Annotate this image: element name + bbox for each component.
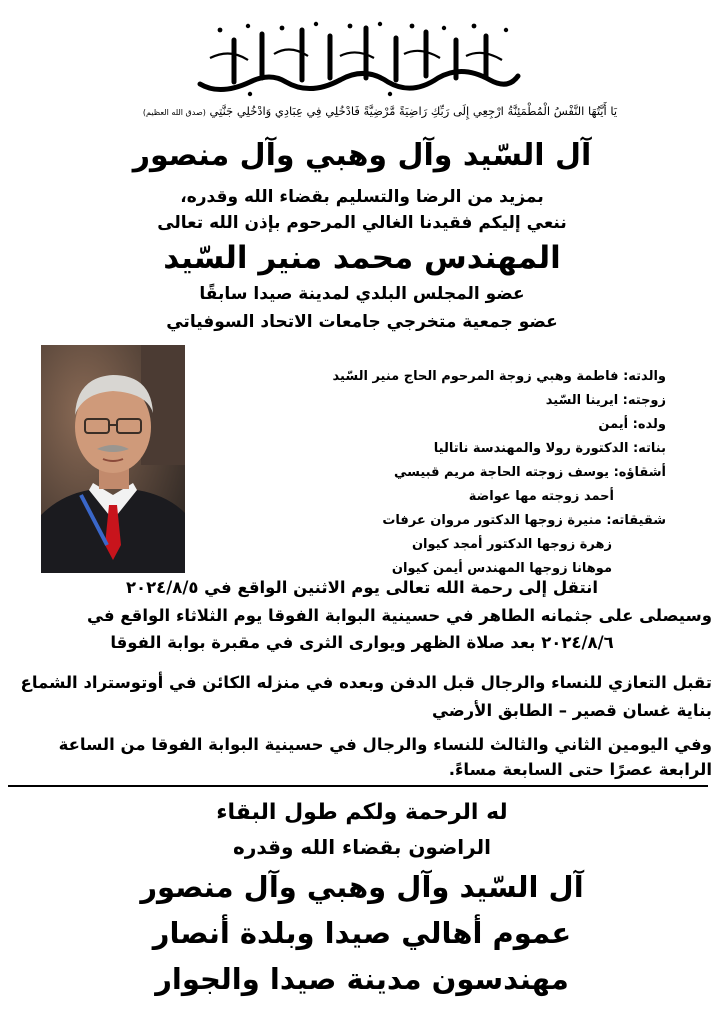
intro-line-2: ننعي إليكم فقيدنا الغالي المرحوم بإذن الله تعالى	[157, 213, 567, 233]
closing-condolence: له الرحمة ولكم طول البقاء	[216, 800, 508, 825]
announcement-line-7: الرابعة عصرًا حتى السابعة مساءً.	[448, 760, 712, 779]
relative-wife: زوجته: ايرينا السّيد	[545, 393, 666, 408]
announcement-line-5: بناية غسان قصير – الطابق الأرضي	[432, 701, 712, 720]
announcement-line-2: وسيصلى على جثمانه الطاهر في حسينية البوابة الفوقا يوم الثلاثاء الواقع في	[87, 606, 712, 625]
announcement-line-6: وفي اليومين الثاني والثالث للنساء والرجال في حسينية البوابة الفوقا من الساعة	[58, 735, 712, 754]
role-municipal: عضو المجلس البلدي لمدينة صيدا سابقًا	[199, 284, 525, 304]
closing-residents: عموم أهالي صيدا وبلدة أنصار	[152, 916, 572, 950]
role-association: عضو جمعية متخرجي جامعات الاتحاد السوفياتي	[166, 312, 558, 332]
deceased-name: المهندس محمد منير السّيد	[163, 240, 561, 276]
closing-families: آل السّيد وآل وهبي وآل منصور	[140, 870, 584, 904]
quran-verse	[60, 104, 700, 118]
family-title: آل السّيد وآل وهبي وآل منصور	[132, 138, 592, 173]
announcement-line-3: ٢٠٢٤/٨/٦ بعد صلاة الظهر ويوارى الثرى في مقبرة بوابة الفوقا	[110, 633, 614, 652]
relative-sister-1: شقيقاته: منيرة زوجها الدكتور مروان عرفات	[382, 513, 666, 528]
relative-sister-3: موهانا زوجها المهندس أيمن كيوان	[391, 561, 612, 576]
closing-engineers: مهندسون مدينة صيدا والجوار	[155, 962, 569, 996]
deceased-photo	[41, 345, 185, 573]
divider	[8, 785, 708, 787]
relative-son: ولده: أيمن	[598, 417, 666, 432]
verse-text: يَا أَيَّتُهَا النَّفْسُ الْمُطْمَئِنَّةُ ارْجِعِي إِلَى رَبِّكِ رَاضِيَةً مَّرْضِيَّةً فَادْخُلِي فِي عِبَادِي وَادْخُلِي جَنَّتِي	[209, 104, 618, 118]
calligraphy-header	[190, 18, 525, 100]
relative-daughters: بناته: الدكتورة رولا والمهندسة ناتاليا	[433, 441, 666, 456]
verse-source: (صدق الله العظيم)	[142, 108, 206, 117]
closing-accepting: الراضون بقضاء الله وقدره	[233, 835, 491, 859]
relative-brother-1: أشقاؤه: يوسف زوجته الحاجة مريم قبيسي	[393, 465, 666, 480]
relative-brother-2: أحمد زوجته مها عواضة	[468, 489, 614, 504]
announcement-line-4: تقبل التعازي للنساء والرجال قبل الدفن وبعده في منزله الكائن في أوتوستراد الشماع	[20, 673, 712, 692]
intro-line-1: بمزيد من الرضا والتسليم بقضاء الله وقدره،	[180, 187, 544, 207]
relative-mother: والدته: فاطمة وهبي زوجة المرحوم الحاج منير السّيد	[332, 369, 666, 384]
relative-sister-2: زهرة زوجها الدكتور أمجد كيوان	[411, 537, 612, 552]
announcement-line-1: انتقل إلى رحمة الله تعالى يوم الاثنين الواقع في ٢٠٢٤/٨/٥	[125, 578, 599, 597]
